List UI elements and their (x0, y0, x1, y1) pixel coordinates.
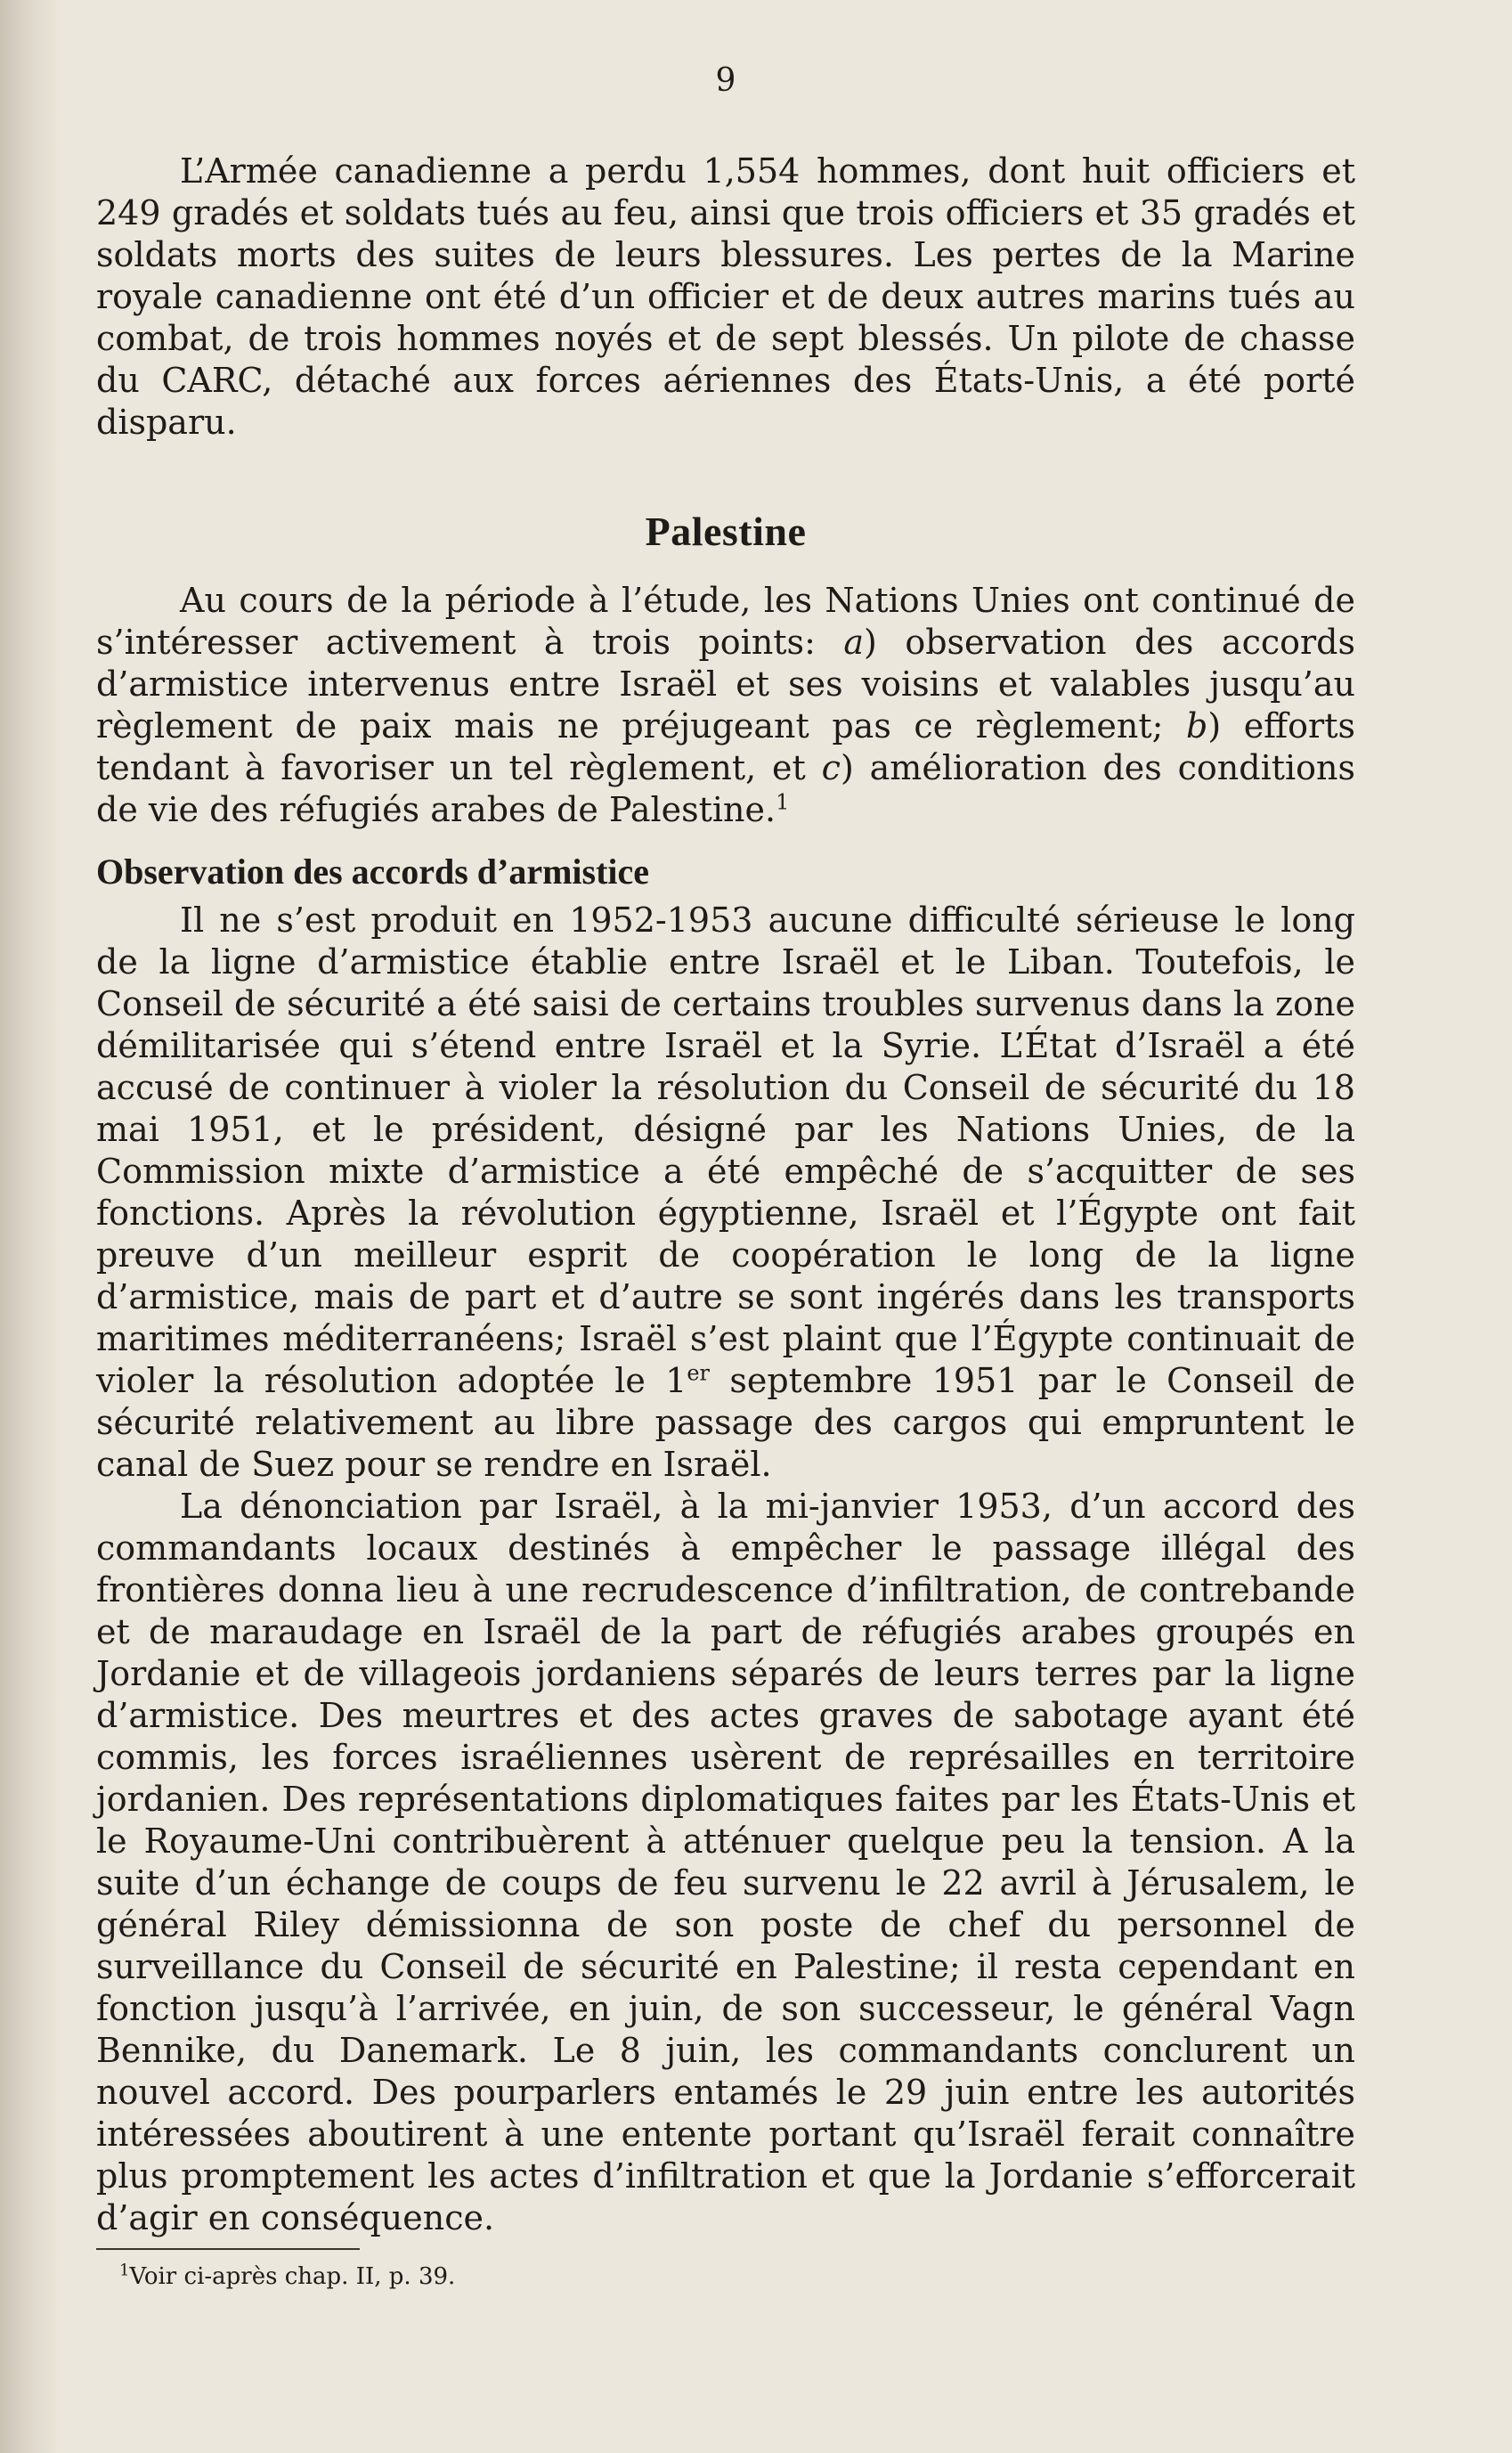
document-page (96, 62, 1355, 2291)
palestine-intro-text-c: ) efforts tendant à favoriser un tel règlement, et (96, 706, 1355, 787)
footnote (96, 2262, 1355, 2291)
page-binding-shadow (0, 0, 62, 2453)
palestine-intro-text-d: ) amélioration des conditions de vie des réfugiés arabes de Palestine. (96, 748, 1355, 829)
section-title-palestine: Palestine (645, 509, 807, 554)
footnote-text: Voir ci-après chap. II, p. 39. (129, 2263, 456, 2290)
subsection-title-armistice: Observation des accords d’armistice (96, 852, 650, 892)
footnote-divider (96, 2248, 360, 2250)
palestine-intro-text-a: Au cours de la période à l’étude, les Nations Unies ont continué de s’intéresser activement à trois points: (96, 581, 1355, 662)
palestine-intro-paragraph (96, 580, 1355, 831)
armistice-text-1b: septembre 1951 par le Conseil de sécurité relativement au libre passage des cargos qui empruntent le canal de Suez pour se rendre en Israël. (96, 1361, 1355, 1484)
page-number: 9 (715, 62, 736, 99)
casualties-paragraph: L’Armée canadienne a perdu 1,554 hommes, dont huit officiers et 249 gradés et soldats tués au feu, ainsi que trois officiers et 35 gradés et soldats morts des suites de leurs blessures. Les pertes de la Marine royale canadienne ont été d’un officier et de deux autres marins tués au combat, de trois hommes noyés et de sept blessés. Un pilote de chasse du CARC, détaché aux forces aériennes des États-Unis, a été porté disparu. (96, 151, 1355, 442)
footnote-reference: 1 (776, 789, 790, 815)
armistice-paragraph-2: La dénonciation par Israël, à la mi-janvier 1953, d’un accord des commandants locaux destinés à empêcher le passage illégal des frontières donna lieu à une recrudescence d’infiltration, de contrebande et de maraudage en Israël de la part de réfugiés arabes groupés en Jordanie et de villageois jordaniens séparés de leurs terres par la ligne d’armistice. Des meurtres et des actes graves de sabotage ayant été commis, les forces israéliennes usèrent de représailles en territoire jordanien. Des représentations diplomatiques faites par les États-Unis et le Royaume-Uni contribuèrent à atténuer quelque peu la tension. A la suite d’un échange de coups de feu survenu le 22 avril à Jérusalem, le général Riley démissionna de son poste de chef du personnel de surveillance du Conseil de sécurité en Palestine; il resta cependant en fonction jusqu’à l’arrivée, en juin, de son successeur, le général Vagn Bennike, du Danemark. Le 8 juin, les commandants conclurent un nouvel accord. Des pourparlers entamés le 29 juin entre les autorités intéressées aboutirent à une entente portant qu’Israël ferait connaître plus promptement les actes d’infiltration et que la Jordanie s’efforcerait d’agir en conséquence. (96, 1487, 1355, 2237)
palestine-intro-text-b: ) observation des accords d’armistice intervenus entre Israël et ses voisins et valables jusqu’au règlement de paix mais ne préjugeant pas ce règlement; (96, 623, 1356, 746)
armistice-text-1a: Il ne s’est produit en 1952-1953 aucune difficulté sérieuse le long de la ligne d’armistice établie entre Israël et le Liban. Toutefois, le Conseil de sécurité a été saisi de certains troubles survenus dans la zone démilitarisée qui s’étend entre Israël et la Syrie. L’État d’Israël a été accusé de continuer à violer la résolution du Conseil de sécurité du 18 mai 1951, et le président, désigné par les Nations Unies, de la Commission mixte d’armistice a été empêché de s’acquitter de ses fonctions. Après la révolution égyptienne, Israël et l’Égypte ont fait preuve d’un meilleur esprit de coopération le long de la ligne d’armistice, mais de part et d’autre se sont ingérés dans les transports maritimes méditerranéens; Israël s’est plaint que l’Égypte continuait de violer la résolution adoptée le 1 (96, 901, 1355, 1400)
list-marker-a: a (843, 623, 865, 662)
footnote-mark: 1 (119, 2261, 130, 2280)
armistice-paragraph-1 (96, 900, 1355, 1486)
ordinal-superscript: er (687, 1360, 711, 1386)
list-marker-b: b (1185, 706, 1208, 746)
list-marker-c: c (821, 748, 841, 787)
